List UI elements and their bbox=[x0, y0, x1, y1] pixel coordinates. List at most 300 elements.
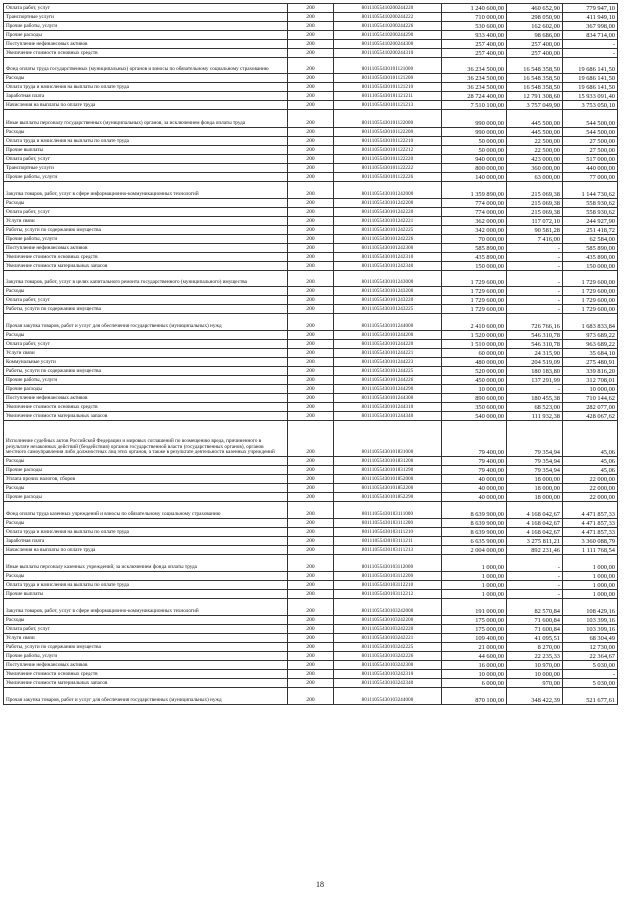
row-executed-cell: 22 500,00 bbox=[507, 137, 563, 146]
row-name-cell: Коммунальные услуги bbox=[4, 358, 288, 367]
row-name-cell: Поступление нефинансовых активов bbox=[4, 244, 288, 253]
row-code-cell: 200 bbox=[288, 287, 334, 296]
row-name-cell: Увеличение стоимости материальных запасов bbox=[4, 412, 288, 421]
table-row bbox=[4, 367, 618, 376]
row-kbk-cell: 80111055410200244310 bbox=[334, 49, 442, 58]
row-remaining-cell: - bbox=[563, 670, 618, 679]
table-body bbox=[4, 4, 618, 705]
row-executed-cell: 4 168 042,67 bbox=[507, 528, 563, 537]
row-remaining-cell: 22 000,00 bbox=[563, 493, 618, 502]
row-kbk-cell: 80111055430101831000 bbox=[334, 421, 442, 457]
row-kbk-cell: 80111055430103242310 bbox=[334, 670, 442, 679]
row-kbk-cell: 80111055430103112212 bbox=[334, 590, 442, 599]
table-row bbox=[4, 555, 618, 572]
row-name-cell: Оплата работ, услуг bbox=[4, 155, 288, 164]
row-name-cell: Иные выплаты персоналу казенных учреждений, за исключением фонда оплаты труда bbox=[4, 555, 288, 572]
table-row bbox=[4, 421, 618, 457]
row-name-cell: Расходы bbox=[4, 572, 288, 581]
table-row bbox=[4, 412, 618, 421]
row-approved-cell: 585 890,00 bbox=[442, 244, 507, 253]
row-code-cell: 200 bbox=[288, 643, 334, 652]
row-kbk-cell: 80111055430103112200 bbox=[334, 572, 442, 581]
row-remaining-cell: 22 364,67 bbox=[563, 652, 618, 661]
table-row bbox=[4, 484, 618, 493]
row-name-cell: Фонд оплаты труда казенных учреждений и взносы по обязательному социальному страхованию bbox=[4, 502, 288, 519]
table-row bbox=[4, 643, 618, 652]
row-approved-cell: 40 000,00 bbox=[442, 493, 507, 502]
row-kbk-cell: 80111055430101121200 bbox=[334, 74, 442, 83]
row-code-cell: 200 bbox=[288, 4, 334, 13]
row-kbk-cell: 80111055430101852200 bbox=[334, 484, 442, 493]
row-kbk-cell: 80111055410200244290 bbox=[334, 31, 442, 40]
row-kbk-cell: 80111055430101122212 bbox=[334, 146, 442, 155]
table-row bbox=[4, 271, 618, 287]
row-remaining-cell: 1 729 600,00 bbox=[563, 287, 618, 296]
row-name-cell: Услуги связи bbox=[4, 634, 288, 643]
row-executed-cell: - bbox=[507, 244, 563, 253]
row-approved-cell: 1 729 600,00 bbox=[442, 296, 507, 305]
row-kbk-cell: 80111055430101243000 bbox=[334, 271, 442, 287]
row-kbk-cell: 80111055430103112000 bbox=[334, 555, 442, 572]
row-executed-cell: 117 072,10 bbox=[507, 217, 563, 226]
row-executed-cell: 68 523,00 bbox=[507, 403, 563, 412]
row-remaining-cell: 22 000,00 bbox=[563, 484, 618, 493]
row-name-cell: Прочие работы, услуги bbox=[4, 173, 288, 182]
row-kbk-cell: 80111055430103242300 bbox=[334, 661, 442, 670]
table-row bbox=[4, 146, 618, 155]
row-code-cell: 200 bbox=[288, 101, 334, 110]
row-name-cell: Прочая закупка товаров, работ и услуг для обеспечения государственных (муниципальных) нужд bbox=[4, 314, 288, 331]
row-remaining-cell: 339 816,20 bbox=[563, 367, 618, 376]
row-name-cell: Прочие расходы bbox=[4, 31, 288, 40]
row-kbk-cell: 80111055430101244226 bbox=[334, 376, 442, 385]
row-approved-cell: 530 600,00 bbox=[442, 22, 507, 31]
row-name-cell: Заработная плата bbox=[4, 537, 288, 546]
row-name-cell: Прочие работы, услуги bbox=[4, 652, 288, 661]
row-remaining-cell: 834 714,00 bbox=[563, 31, 618, 40]
row-code-cell: 200 bbox=[288, 22, 334, 31]
table-row bbox=[4, 349, 618, 358]
table-row bbox=[4, 173, 618, 182]
row-kbk-cell: 80111055430101242300 bbox=[334, 244, 442, 253]
row-code-cell: 200 bbox=[288, 74, 334, 83]
table-row bbox=[4, 457, 618, 466]
row-remaining-cell: 544 500,00 bbox=[563, 110, 618, 128]
row-name-cell: Закупка товаров, работ, услуг в сфере информационно-коммуникационных технологий bbox=[4, 182, 288, 199]
row-executed-cell: 892 231,46 bbox=[507, 546, 563, 555]
row-name-cell: Поступление нефинансовых активов bbox=[4, 661, 288, 670]
row-remaining-cell: 282 077,00 bbox=[563, 403, 618, 412]
row-approved-cell: 7 510 100,00 bbox=[442, 101, 507, 110]
row-remaining-cell: 5 030,00 bbox=[563, 661, 618, 670]
table-row bbox=[4, 128, 618, 137]
budget-execution-document bbox=[3, 3, 617, 705]
row-code-cell: 200 bbox=[288, 296, 334, 305]
row-kbk-cell: 80111055430103111213 bbox=[334, 546, 442, 555]
row-code-cell: 200 bbox=[288, 358, 334, 367]
row-remaining-cell: 1 144 730,62 bbox=[563, 182, 618, 199]
row-name-cell: Увеличение стоимости основных средств bbox=[4, 670, 288, 679]
table-row bbox=[4, 4, 618, 13]
table-row bbox=[4, 670, 618, 679]
row-name-cell: Оплата труда и начисления на выплаты по оплате труда bbox=[4, 137, 288, 146]
row-code-cell: 200 bbox=[288, 83, 334, 92]
row-name-cell: Увеличение стоимости основных средств bbox=[4, 49, 288, 58]
table-row bbox=[4, 590, 618, 599]
row-code-cell: 200 bbox=[288, 164, 334, 173]
row-approved-cell: 362 000,00 bbox=[442, 217, 507, 226]
row-code-cell: 200 bbox=[288, 581, 334, 590]
row-kbk-cell: 80111055410200244226 bbox=[334, 22, 442, 31]
row-code-cell: 200 bbox=[288, 661, 334, 670]
table-row bbox=[4, 83, 618, 92]
table-row bbox=[4, 616, 618, 625]
row-name-cell: Оплата труда и начисления на выплаты по оплате труда bbox=[4, 83, 288, 92]
row-kbk-cell: 80111055430101831290 bbox=[334, 466, 442, 475]
row-code-cell: 200 bbox=[288, 235, 334, 244]
table-row bbox=[4, 13, 618, 22]
row-executed-cell: 460 652,90 bbox=[507, 4, 563, 13]
row-executed-cell: 79 354,94 bbox=[507, 421, 563, 457]
table-row bbox=[4, 296, 618, 305]
row-name-cell: Прочие расходы bbox=[4, 493, 288, 502]
row-approved-cell: 350 600,00 bbox=[442, 403, 507, 412]
row-name-cell: Начисления на выплаты по оплате труда bbox=[4, 101, 288, 110]
row-kbk-cell: 80111055430101243225 bbox=[334, 305, 442, 314]
row-kbk-cell: 80111055410200244220 bbox=[334, 4, 442, 13]
row-kbk-cell: 80111055430103111200 bbox=[334, 519, 442, 528]
row-executed-cell: 137 291,99 bbox=[507, 376, 563, 385]
row-name-cell: Закупка товаров, работ, услуг в сфере информационно-коммуникационных технологий bbox=[4, 599, 288, 616]
row-code-cell: 200 bbox=[288, 182, 334, 199]
table-row bbox=[4, 49, 618, 58]
row-approved-cell: 79 400,00 bbox=[442, 421, 507, 457]
row-name-cell: Заработная плата bbox=[4, 92, 288, 101]
table-row bbox=[4, 235, 618, 244]
table-row bbox=[4, 305, 618, 314]
row-remaining-cell: 973 689,22 bbox=[563, 331, 618, 340]
table-row bbox=[4, 217, 618, 226]
row-approved-cell: 774 000,00 bbox=[442, 199, 507, 208]
table-row bbox=[4, 581, 618, 590]
row-remaining-cell: 558 930,62 bbox=[563, 199, 618, 208]
row-remaining-cell: 45,06 bbox=[563, 466, 618, 475]
row-executed-cell: 16 548 358,50 bbox=[507, 58, 563, 74]
row-kbk-cell: 80111055410200244222 bbox=[334, 13, 442, 22]
row-approved-cell: 10 000,00 bbox=[442, 385, 507, 394]
table-row bbox=[4, 164, 618, 173]
row-code-cell: 200 bbox=[288, 537, 334, 546]
row-kbk-cell: 80111055430101244221 bbox=[334, 349, 442, 358]
table-row bbox=[4, 634, 618, 643]
row-code-cell: 200 bbox=[288, 253, 334, 262]
row-code-cell: 200 bbox=[288, 634, 334, 643]
row-approved-cell: 1 000,00 bbox=[442, 581, 507, 590]
row-remaining-cell: 440 000,00 bbox=[563, 164, 618, 173]
row-kbk-cell: 80111055430101121211 bbox=[334, 92, 442, 101]
row-remaining-cell: 10 000,00 bbox=[563, 385, 618, 394]
row-remaining-cell: 779 947,10 bbox=[563, 4, 618, 13]
table-row bbox=[4, 253, 618, 262]
row-executed-cell: - bbox=[507, 590, 563, 599]
row-approved-cell: 480 000,00 bbox=[442, 358, 507, 367]
row-remaining-cell: 4 471 857,33 bbox=[563, 519, 618, 528]
row-code-cell: 200 bbox=[288, 31, 334, 40]
row-approved-cell: 16 000,00 bbox=[442, 661, 507, 670]
row-executed-cell: 79 354,94 bbox=[507, 466, 563, 475]
row-kbk-cell: 80111055430101122000 bbox=[334, 110, 442, 128]
row-code-cell: 200 bbox=[288, 92, 334, 101]
row-kbk-cell: 80111055430103244000 bbox=[334, 688, 442, 705]
row-code-cell: 200 bbox=[288, 572, 334, 581]
table-row bbox=[4, 287, 618, 296]
row-executed-cell: 10 970,00 bbox=[507, 661, 563, 670]
row-kbk-cell: 80111055430101244200 bbox=[334, 331, 442, 340]
row-name-cell: Расходы bbox=[4, 616, 288, 625]
row-name-cell: Увеличение стоимости материальных запасов bbox=[4, 679, 288, 688]
row-executed-cell: 63 000,00 bbox=[507, 173, 563, 182]
row-executed-cell: - bbox=[507, 253, 563, 262]
row-kbk-cell: 80111055430101122220 bbox=[334, 155, 442, 164]
row-remaining-cell: 27 500,00 bbox=[563, 146, 618, 155]
row-kbk-cell: 80111055410200244300 bbox=[334, 40, 442, 49]
table-row bbox=[4, 466, 618, 475]
row-name-cell: Транспортные услуги bbox=[4, 164, 288, 173]
row-remaining-cell: 1 000,00 bbox=[563, 590, 618, 599]
table-row bbox=[4, 475, 618, 484]
row-approved-cell: 1 729 600,00 bbox=[442, 271, 507, 287]
row-approved-cell: 774 000,00 bbox=[442, 208, 507, 217]
row-name-cell: Уплата прочих налогов, сборов bbox=[4, 475, 288, 484]
row-name-cell: Расходы bbox=[4, 484, 288, 493]
row-kbk-cell: 80111055430101242000 bbox=[334, 182, 442, 199]
row-approved-cell: 257 400,00 bbox=[442, 40, 507, 49]
row-executed-cell: 204 519,09 bbox=[507, 358, 563, 367]
row-name-cell: Начисления на выплаты по оплате труда bbox=[4, 546, 288, 555]
table-row bbox=[4, 385, 618, 394]
row-executed-cell: - bbox=[507, 305, 563, 314]
row-approved-cell: 1 000,00 bbox=[442, 555, 507, 572]
row-code-cell: 200 bbox=[288, 305, 334, 314]
row-remaining-cell: 1 000,00 bbox=[563, 572, 618, 581]
table-row bbox=[4, 74, 618, 83]
row-executed-cell: 79 354,94 bbox=[507, 457, 563, 466]
row-name-cell: Прочие работы, услуги bbox=[4, 22, 288, 31]
row-remaining-cell: 411 949,10 bbox=[563, 13, 618, 22]
row-code-cell: 200 bbox=[288, 367, 334, 376]
row-remaining-cell: 251 418,72 bbox=[563, 226, 618, 235]
row-approved-cell: 6 000,00 bbox=[442, 679, 507, 688]
table-row bbox=[4, 101, 618, 110]
row-remaining-cell: 150 000,00 bbox=[563, 262, 618, 271]
row-kbk-cell: 80111055430103242200 bbox=[334, 616, 442, 625]
table-row bbox=[4, 226, 618, 235]
table-row bbox=[4, 31, 618, 40]
table-row bbox=[4, 403, 618, 412]
row-executed-cell: 22 235,33 bbox=[507, 652, 563, 661]
row-executed-cell: 41 095,51 bbox=[507, 634, 563, 643]
row-code-cell: 200 bbox=[288, 349, 334, 358]
row-approved-cell: 933 400,00 bbox=[442, 31, 507, 40]
table-row bbox=[4, 244, 618, 253]
row-executed-cell: 546 310,78 bbox=[507, 340, 563, 349]
row-approved-cell: 940 000,00 bbox=[442, 155, 507, 164]
row-name-cell: Расходы bbox=[4, 287, 288, 296]
row-kbk-cell: 80111055430101242225 bbox=[334, 226, 442, 235]
row-name-cell: Поступление нефинансовых активов bbox=[4, 394, 288, 403]
row-code-cell: 200 bbox=[288, 340, 334, 349]
row-remaining-cell: 521 677,61 bbox=[563, 688, 618, 705]
row-approved-cell: 50 000,00 bbox=[442, 146, 507, 155]
table-row bbox=[4, 679, 618, 688]
row-code-cell: 200 bbox=[288, 199, 334, 208]
row-code-cell: 200 bbox=[288, 314, 334, 331]
row-remaining-cell: 4 471 857,33 bbox=[563, 528, 618, 537]
row-remaining-cell: 963 689,22 bbox=[563, 340, 618, 349]
row-executed-cell: 546 310,78 bbox=[507, 331, 563, 340]
row-code-cell: 200 bbox=[288, 331, 334, 340]
row-code-cell: 200 bbox=[288, 546, 334, 555]
row-name-cell: Оплата работ, услуг bbox=[4, 625, 288, 634]
row-remaining-cell: 62 584,00 bbox=[563, 235, 618, 244]
row-kbk-cell: 80111055430101244220 bbox=[334, 340, 442, 349]
table-row bbox=[4, 376, 618, 385]
row-executed-cell: 348 422,39 bbox=[507, 688, 563, 705]
row-code-cell: 200 bbox=[288, 394, 334, 403]
row-kbk-cell: 80111055430101242220 bbox=[334, 208, 442, 217]
row-kbk-cell: 80111055430103242000 bbox=[334, 599, 442, 616]
row-kbk-cell: 80111055430103111210 bbox=[334, 528, 442, 537]
row-approved-cell: 342 000,00 bbox=[442, 226, 507, 235]
row-name-cell: Расходы bbox=[4, 457, 288, 466]
row-code-cell: 200 bbox=[288, 208, 334, 217]
row-executed-cell: 18 000,00 bbox=[507, 475, 563, 484]
row-kbk-cell: 80111055430101121213 bbox=[334, 101, 442, 110]
row-executed-cell: 360 000,00 bbox=[507, 164, 563, 173]
row-remaining-cell: 19 686 141,50 bbox=[563, 58, 618, 74]
table-row bbox=[4, 688, 618, 705]
row-executed-cell: - bbox=[507, 572, 563, 581]
row-code-cell: 200 bbox=[288, 493, 334, 502]
row-remaining-cell: 428 067,62 bbox=[563, 412, 618, 421]
row-kbk-cell: 80111055430101243200 bbox=[334, 287, 442, 296]
row-executed-cell: - bbox=[507, 581, 563, 590]
row-remaining-cell: 68 304,49 bbox=[563, 634, 618, 643]
row-code-cell: 200 bbox=[288, 110, 334, 128]
row-name-cell: Оплата работ, услуг bbox=[4, 296, 288, 305]
row-name-cell: Расходы bbox=[4, 331, 288, 340]
row-remaining-cell: 244 927,90 bbox=[563, 217, 618, 226]
row-approved-cell: 44 600,00 bbox=[442, 652, 507, 661]
table-row bbox=[4, 599, 618, 616]
table-row bbox=[4, 546, 618, 555]
row-code-cell: 200 bbox=[288, 271, 334, 287]
row-kbk-cell: 80111055430101242310 bbox=[334, 253, 442, 262]
row-approved-cell: 450 000,00 bbox=[442, 376, 507, 385]
row-executed-cell: 180 183,80 bbox=[507, 367, 563, 376]
row-name-cell: Оплата работ, услуг bbox=[4, 208, 288, 217]
row-name-cell: Поступление нефинансовых активов bbox=[4, 40, 288, 49]
row-approved-cell: 1 520 000,00 bbox=[442, 331, 507, 340]
row-name-cell: Прочие работы, услуги bbox=[4, 235, 288, 244]
row-name-cell: Услуги связи bbox=[4, 349, 288, 358]
row-kbk-cell: 80111055430103242225 bbox=[334, 643, 442, 652]
row-name-cell: Расходы bbox=[4, 199, 288, 208]
row-executed-cell: 82 570,84 bbox=[507, 599, 563, 616]
row-approved-cell: 870 100,00 bbox=[442, 688, 507, 705]
table-row bbox=[4, 110, 618, 128]
row-kbk-cell: 80111055430101242221 bbox=[334, 217, 442, 226]
table-row bbox=[4, 519, 618, 528]
table-row bbox=[4, 502, 618, 519]
row-executed-cell: 4 168 042,67 bbox=[507, 502, 563, 519]
row-code-cell: 200 bbox=[288, 226, 334, 235]
page-number: 18 bbox=[316, 880, 324, 889]
row-code-cell: 200 bbox=[288, 262, 334, 271]
row-approved-cell: 1 359 890,00 bbox=[442, 182, 507, 199]
row-kbk-cell: 80111055430103242221 bbox=[334, 634, 442, 643]
row-name-cell: Работы, услуги по содержанию имущества bbox=[4, 226, 288, 235]
row-approved-cell: 710 000,00 bbox=[442, 13, 507, 22]
row-executed-cell: 257 400,00 bbox=[507, 49, 563, 58]
row-executed-cell: 24 315,90 bbox=[507, 349, 563, 358]
row-executed-cell: 3 757 049,90 bbox=[507, 101, 563, 110]
table-row bbox=[4, 22, 618, 31]
row-code-cell: 200 bbox=[288, 173, 334, 182]
row-remaining-cell: 3 360 088,79 bbox=[563, 537, 618, 546]
row-remaining-cell: 19 686 141,50 bbox=[563, 74, 618, 83]
table-row bbox=[4, 572, 618, 581]
row-executed-cell: 16 548 358,50 bbox=[507, 74, 563, 83]
table-row bbox=[4, 314, 618, 331]
row-remaining-cell: 1 729 600,00 bbox=[563, 305, 618, 314]
row-approved-cell: 70 000,00 bbox=[442, 235, 507, 244]
row-executed-cell: - bbox=[507, 385, 563, 394]
table-row bbox=[4, 40, 618, 49]
row-name-cell: Услуги связи bbox=[4, 217, 288, 226]
row-remaining-cell: 103 399,16 bbox=[563, 625, 618, 634]
row-approved-cell: 890 600,00 bbox=[442, 394, 507, 403]
row-code-cell: 200 bbox=[288, 403, 334, 412]
row-remaining-cell: 517 000,00 bbox=[563, 155, 618, 164]
row-code-cell: 200 bbox=[288, 457, 334, 466]
row-kbk-cell: 80111055430101121000 bbox=[334, 58, 442, 74]
row-name-cell: Исполнение судебных актов Российской Федерации и мировых соглашений по возмещению вреда, причиненного в результате незаконных действий (бездействия) органов государственной власти (государственных органов), органов местного самоуправления либо должностных лиц этих органов, а также в результате деятельности казенных учреждений bbox=[4, 421, 288, 457]
row-name-cell: Расходы bbox=[4, 128, 288, 137]
row-executed-cell: 12 791 308,60 bbox=[507, 92, 563, 101]
table-row bbox=[4, 625, 618, 634]
row-name-cell: Иные выплаты персоналу государственных (муниципальных) органов, за исключением фонда оплаты труда bbox=[4, 110, 288, 128]
row-kbk-cell: 80111055430103242340 bbox=[334, 679, 442, 688]
row-approved-cell: 257 400,00 bbox=[442, 49, 507, 58]
row-name-cell: Работы, услуги по содержанию имущества bbox=[4, 305, 288, 314]
row-approved-cell: 109 400,00 bbox=[442, 634, 507, 643]
row-kbk-cell: 80111055430101244223 bbox=[334, 358, 442, 367]
row-remaining-cell: 35 684,10 bbox=[563, 349, 618, 358]
row-name-cell: Прочие выплаты bbox=[4, 146, 288, 155]
row-kbk-cell: 80111055430101831200 bbox=[334, 457, 442, 466]
row-code-cell: 200 bbox=[288, 244, 334, 253]
row-approved-cell: 1 729 600,00 bbox=[442, 287, 507, 296]
row-code-cell: 200 bbox=[288, 13, 334, 22]
row-kbk-cell: 80111055430101243220 bbox=[334, 296, 442, 305]
row-approved-cell: 435 890,00 bbox=[442, 253, 507, 262]
row-executed-cell: 726 766,16 bbox=[507, 314, 563, 331]
row-approved-cell: 8 639 900,00 bbox=[442, 528, 507, 537]
table-row bbox=[4, 340, 618, 349]
row-approved-cell: 36 234 500,00 bbox=[442, 74, 507, 83]
row-executed-cell: 90 581,28 bbox=[507, 226, 563, 235]
